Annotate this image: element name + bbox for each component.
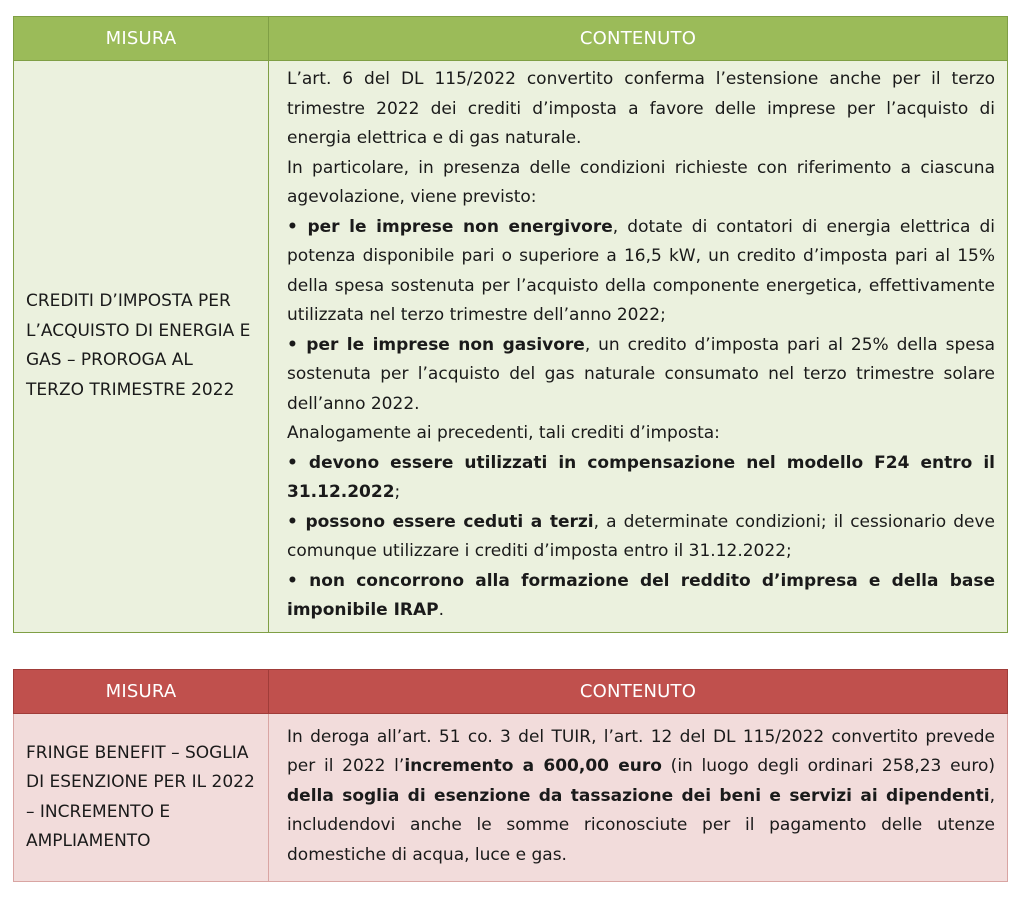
measure-title: FRINGE BENEFIT – SOGLIA DI ESENZIONE PER IL 2022 – INCREMENTO E AMPLIAMENTO (14, 714, 269, 882)
contenuto-header: CONTENUTO (269, 17, 1008, 61)
bullet-item: • devono essere utilizzati in compensazione nel modello F24 entro il 31.12.2022; (287, 452, 995, 502)
energy-credits-table (13, 16, 1008, 633)
content-paragraph: In particolare, in presenza delle condizioni richieste con riferimento a ciascuna agevolazione, viene previsto: (287, 157, 995, 207)
measure-title: CREDITI D’IMPOSTA PER L’ACQUISTO DI ENERGIA E GAS – PROROGA AL TERZO TRIMESTRE 2022 (14, 61, 269, 633)
misura-header: MISURA (14, 17, 269, 61)
bullet-item: • per le imprese non energivore, dotate di contatori di energia elettrica di potenza disponibile pari o superiore a 16,5 kW, un credito d’imposta pari al 15% della spesa sostenuta per l’acquisto della componente energetica, effettivamente utilizzata nel terzo trimestre dell’anno 2022; (287, 216, 995, 325)
content-paragraph: L’art. 6 del DL 115/2022 convertito conferma l’estensione anche per il terzo trimestre 2022 dei crediti d’imposta a favore delle imprese per l’acquisto di energia elettrica e di gas naturale. (287, 69, 995, 148)
bullet-item: • non concorrono alla formazione del reddito d’impresa e della base imponibile IRAP. (287, 570, 995, 620)
measure-content (269, 61, 1008, 633)
fringe-benefit-table (13, 669, 1008, 882)
contenuto-header: CONTENUTO (269, 670, 1008, 714)
bullet-item: • per le imprese non gasivore, un credito d’imposta pari al 25% della spesa sostenuta per l’acquisto del gas naturale consumato nel terzo trimestre solare dell’anno 2022. (287, 334, 995, 414)
content-paragraph: In deroga all’art. 51 co. 3 del TUIR, l’art. 12 del DL 115/2022 convertito prevede per il 2022 l’incremento a 600,00 euro (in luogo degli ordinari 258,23 euro) della soglia di esenzione da tassazione dei beni e servizi ai dipendenti, includendovi anche le somme riconosciute per il pagamento delle utenze domestiche di acqua, luce e gas. (287, 726, 995, 865)
measure-content (269, 714, 1008, 882)
content-paragraph: Analogamente ai precedenti, tali crediti d’imposta: (287, 423, 720, 443)
misura-header: MISURA (14, 670, 269, 714)
bullet-item: • possono essere ceduti a terzi, a determinate condizioni; il cessionario deve comunque utilizzare i crediti d’imposta entro il 31.12.2022; (287, 511, 996, 561)
